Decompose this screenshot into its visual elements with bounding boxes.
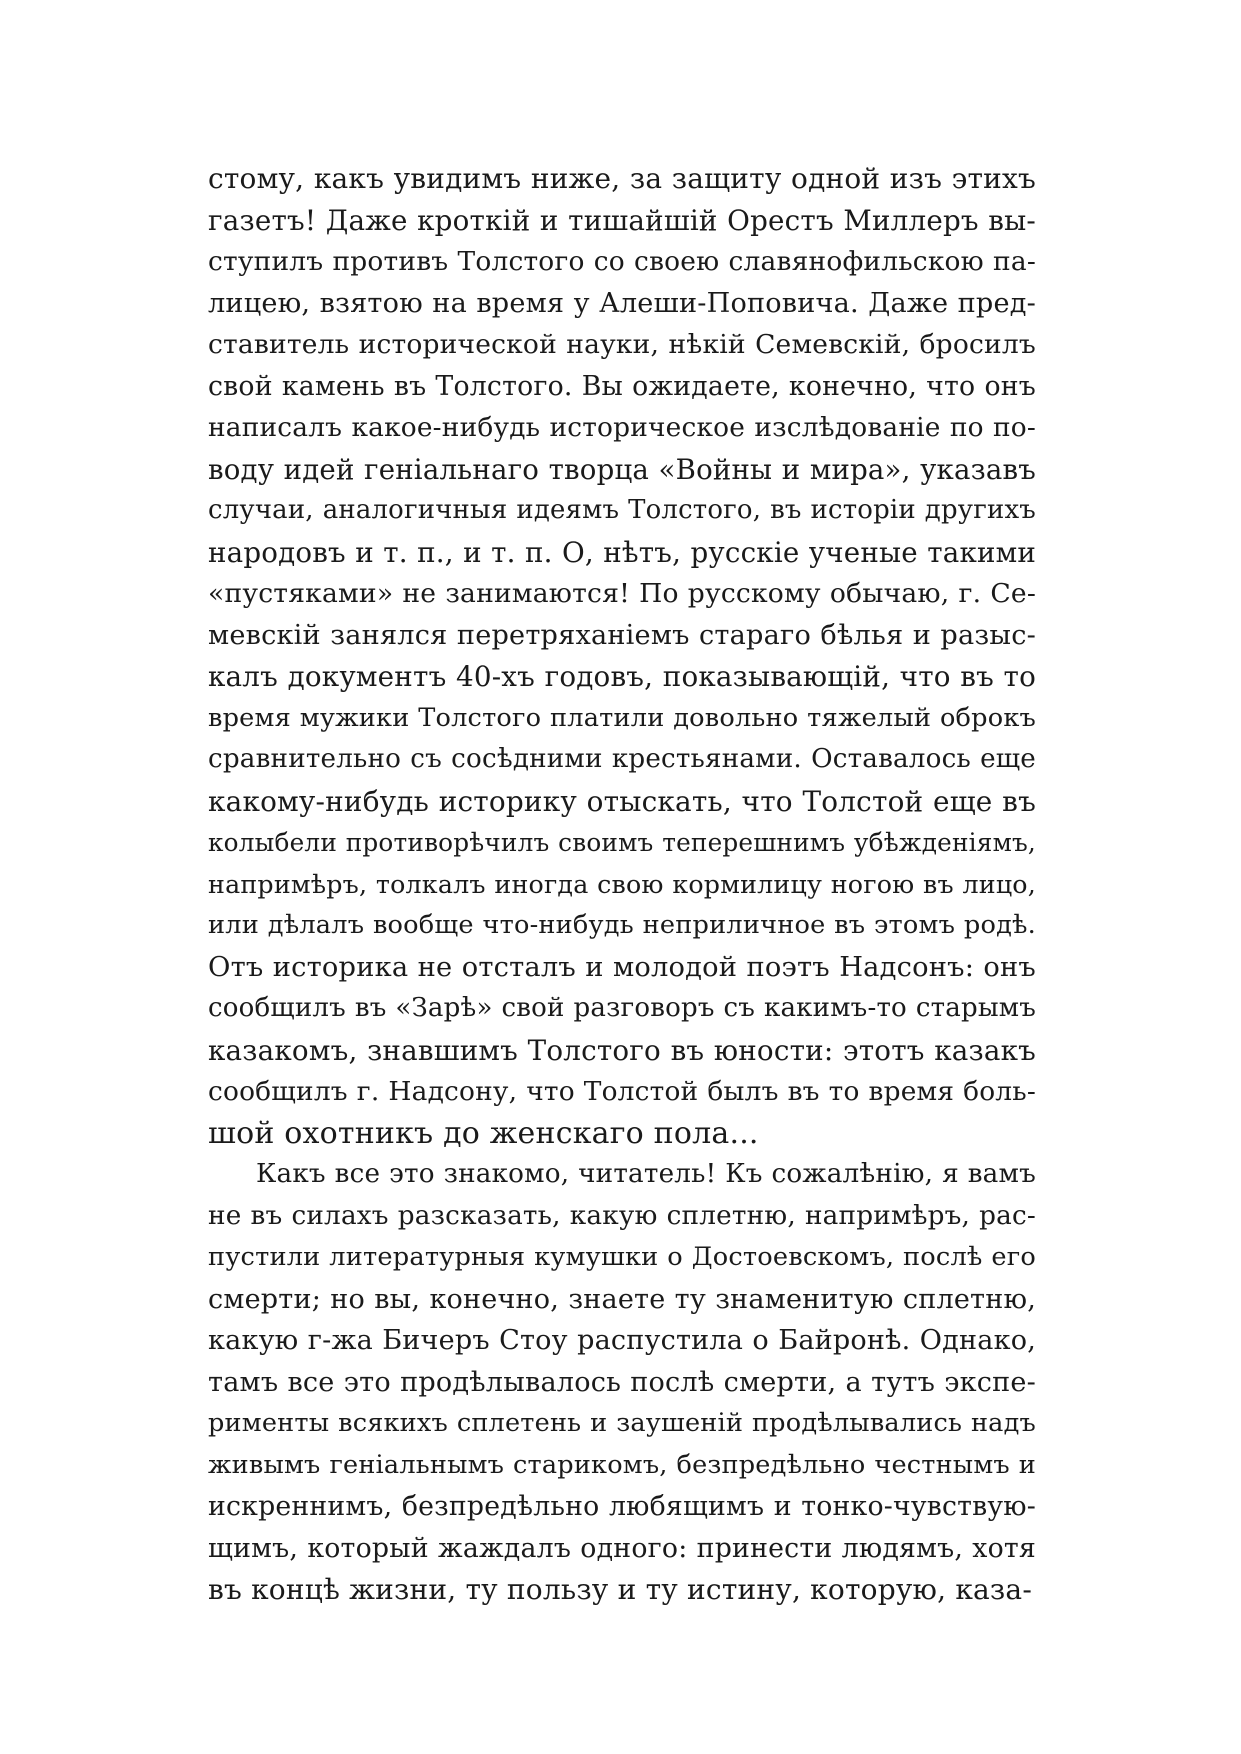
text-line: ступилъ противъ Толстого со своею славянофильскою па- <box>208 246 1036 277</box>
text-line: какому-нибудь историку отыскать, что Толстой еще въ <box>208 784 1036 818</box>
text-line: народовъ и т. п., и т. п. О, нѣтъ, русскіе ученые такими <box>208 535 1036 569</box>
text-line: Отъ историка не отсталъ и молодой поэтъ Надсонъ: онъ <box>208 951 1036 983</box>
text-line: калъ документъ 40-хъ годовъ, показывающій, что въ то <box>208 660 1036 693</box>
text-line: «пустяками» не занимаются! По русскому обычаю, г. Се- <box>208 578 1036 609</box>
text-line: написалъ какое-нибудь историческое изслѣдованіе по по- <box>208 412 1036 443</box>
text-line: мевскій занялся перетряханіемъ стараго бѣлья и разыс- <box>208 619 1036 651</box>
text-line: сообщилъ въ «Зарѣ» свой разговоръ съ какимъ-то старымъ <box>208 993 1036 1023</box>
text-line: не въ силахъ разсказать, какую сплетню, напримѣръ, рас- <box>208 1200 1036 1231</box>
text-line: стому, какъ увидимъ ниже, за защиту одной изъ этихъ <box>208 162 1036 195</box>
text-line: сравнительно съ сосѣдними крестьянами. Оставалось еще <box>208 744 1036 774</box>
page-text <box>208 158 1036 1611</box>
text-line: газетъ! Даже кроткій и тишайшій Орестъ Миллеръ вы- <box>208 203 1036 237</box>
text-line: сообщилъ г. Надсону, что Толстой былъ въ то время боль- <box>208 1076 1036 1107</box>
text-line: свой камень въ Толстого. Вы ожидаете, конечно, что онъ <box>208 370 1036 402</box>
text-line: искреннимъ, безпредѣльно любящимъ и тонко-чувствую- <box>208 1491 1036 1522</box>
text-line: лицею, взятою на время у Алеши-Поповича. Даже пред- <box>208 287 1036 319</box>
text-line: въ концѣ жизни, ту пользу и ту истину, которую, каза- <box>208 1573 1032 1606</box>
text-line: щимъ, который жаждалъ одного: принести людямъ, хотя <box>208 1532 1036 1564</box>
text-line: случаи, аналогичныя идеямъ Толстого, въ исторіи другихъ <box>208 495 1036 525</box>
text-line: тамъ все это продѣлывалось послѣ смерти, а тутъ экспе- <box>208 1366 1036 1398</box>
text-line: пустили литературныя кумушки о Достоевскомъ, послѣ его <box>208 1242 1036 1272</box>
text-line: или дѣлалъ вообще что-нибудь неприличное въ этомъ родѣ. <box>208 910 1036 940</box>
text-line: какую г-жа Бичеръ Стоу распустила о Байронѣ. Однако, <box>208 1325 1036 1356</box>
text-line: шой охотникъ до женскаго пола... <box>208 1115 759 1151</box>
text-line: воду идей геніальнаго творца «Войны и мира», указавъ <box>208 452 1036 486</box>
text-line: время мужики Толстого платили довольно тяжелый оброкъ <box>208 702 1036 733</box>
text-line: казакомъ, знавшимъ Толстого въ юности: этотъ казакъ <box>208 1033 1036 1067</box>
text-line: напримѣръ, толкалъ иногда свою кормилицу ногою въ лицо, <box>208 868 1036 899</box>
text-line: рименты всякихъ сплетень и заушеній продѣлывались надъ <box>208 1408 1036 1438</box>
text-line: колыбели противорѣчилъ своимъ теперешнимъ убѣжденіямъ, <box>208 828 1036 857</box>
text-line: Какъ все это знакомо, читатель! Къ сожалѣнію, я вамъ <box>256 1159 1036 1189</box>
paragraph <box>208 1154 1036 1611</box>
text-line: ставитель исторической науки, нѣкій Семевскій, бросилъ <box>208 329 1036 360</box>
text-line: смерти; но вы, конечно, знаете ту знаменитую сплетню, <box>208 1283 1036 1315</box>
text-line: живымъ геніальнымъ старикомъ, безпредѣльно честнымъ и <box>208 1449 1036 1480</box>
paragraph <box>208 158 1036 1154</box>
